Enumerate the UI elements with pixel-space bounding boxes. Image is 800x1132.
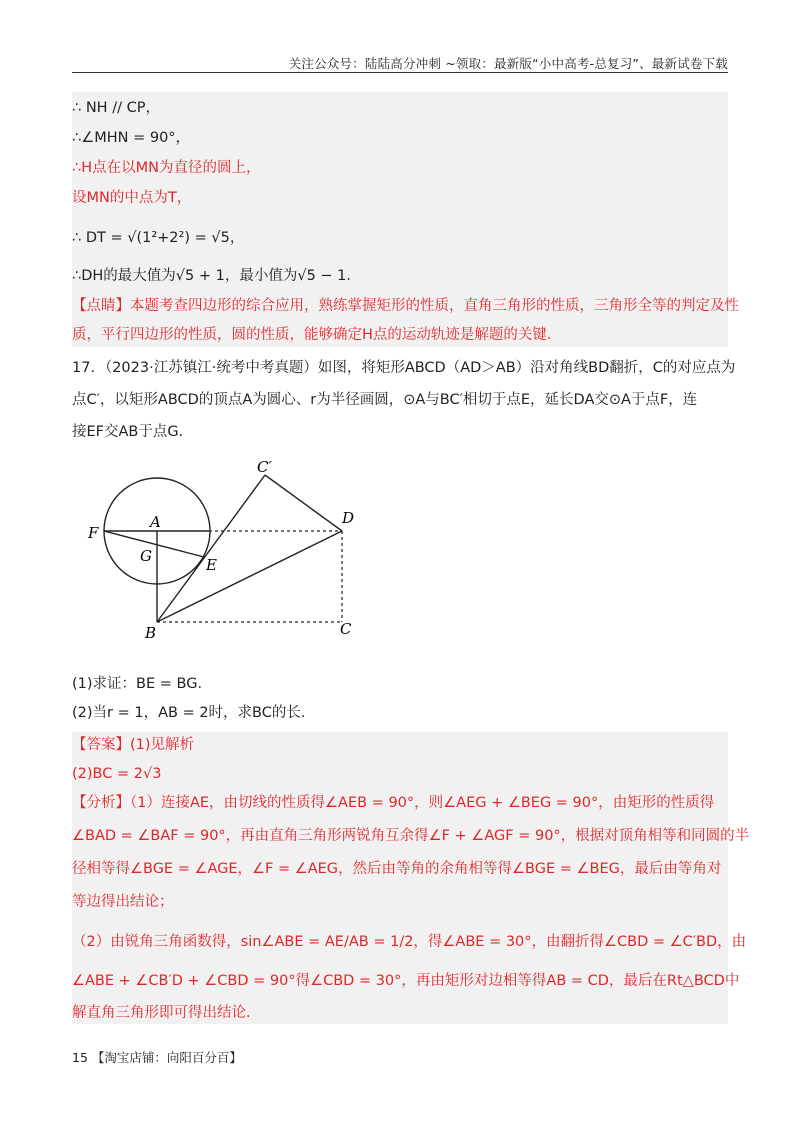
question-2: (2)当r = 1，AB = 2时，求BC的长．	[72, 705, 316, 721]
label-g: G	[140, 547, 152, 565]
label-d: D	[342, 509, 355, 527]
sol-line-2: ∴∠MHN = 90°，	[72, 130, 191, 146]
segment-fe	[104, 531, 204, 557]
analysis-line-4: 等边得出结论；	[72, 894, 174, 910]
label-a: A	[150, 513, 161, 531]
sol-line-5: ∴ DT = √(1²+2²) = √5，	[72, 230, 245, 246]
comment-line-1: 【点睛】本题考查四边形的综合应用，熟练掌握矩形的性质，直角三角形的性质，三角形全等的判定及性	[72, 298, 739, 314]
sol-line-1: ∴ NH // CP，	[72, 100, 160, 116]
sol-line-4: 设MN的中点为T，	[72, 190, 192, 206]
page-footer	[72, 1048, 242, 1066]
label-b: B	[145, 624, 157, 642]
problem-line-1: 17．（2023·江苏镇江·统考中考真题）如图，将矩形ABCD（AD＞AB）沿对角线BD翻折，C的对应点为	[72, 360, 736, 376]
page-number: 15	[72, 1050, 88, 1065]
problem-line-2: 点C′，以矩形ABCD的顶点A为圆心、r为半径画圆，⊙A与BC′相切于点E，延长DA交⊙A于点F，连	[72, 392, 698, 408]
sol-line-3: ∴H点在以MN为直径的圆上，	[72, 160, 261, 176]
problem-line-3: 接EF交AB于点G．	[72, 424, 194, 440]
label-f: F	[88, 524, 99, 542]
label-c: C	[340, 620, 352, 638]
answer-line-1: 【答案】(1)见解析	[72, 737, 195, 753]
analysis-line-3: 径相等得∠BGE = ∠AGE，∠F = ∠AEG，然后由等角的余角相等得∠BGE = ∠BEG，最后由等角对	[72, 861, 722, 877]
shop-name: 【淘宝店铺：向阳百分百】	[91, 1050, 242, 1065]
analysis-line-1: 【分析】（1）连接AE，由切线的性质得∠AEB = 90°，则∠AEG + ∠BEG = 90°，由矩形的性质得	[72, 795, 715, 811]
question-1: (1)求证：BE = BG．	[72, 676, 212, 692]
label-e: E	[206, 556, 217, 574]
analysis-line-6: ∠ABE + ∠CB′D + ∠CBD = 90°得∠CBD = 30°，再由矩形对边相等得AB = CD，最后在Rt△BCD中	[72, 973, 740, 989]
page-header: 关注公众号：陆陆高分冲刺 ~领取：最新版“小中高考-总复习”、最新试卷下载	[288, 56, 728, 71]
analysis-line-2: ∠BAD = ∠BAF = 90°，再由直角三角形两锐角互余得∠F + ∠AGF = 90°，根据对顶角相等和同圆的半	[72, 828, 750, 844]
sol-line-6: ∴DH的最大值为√5 + 1，最小值为√5 − 1．	[72, 268, 361, 284]
analysis-line-5: （2）由锐角三角函数得，sin∠ABE = AE/AB = 1/2，得∠ABE = 30°，由翻折得∠CBD = ∠C′BD，由	[72, 934, 747, 950]
analysis-line-7: 解直角三角形即可得出结论．	[72, 1005, 261, 1021]
comment-line-2: 质，平行四边形的性质，圆的性质，能够确定H点的运动轨迹是解题的关键．	[72, 327, 562, 343]
answer-line-2: (2)BC = 2√3	[72, 766, 162, 782]
segment-cprime-d	[265, 475, 342, 531]
label-cprime: C′	[257, 458, 272, 476]
